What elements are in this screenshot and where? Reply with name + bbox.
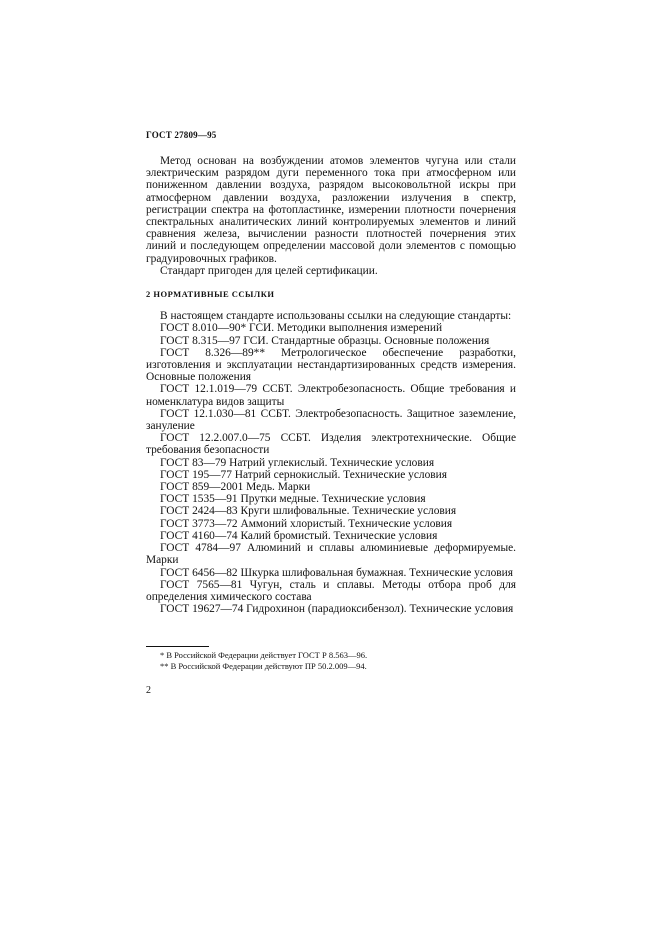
footnote-divider bbox=[146, 646, 209, 647]
reference-list bbox=[146, 322, 516, 615]
reference-item: ГОСТ 1535—91 Прутки медные. Технические условия bbox=[160, 493, 426, 506]
intro-paragraph-2: Стандарт пригоден для целей сертификации. bbox=[160, 264, 378, 277]
section-heading: 2 НОРМАТИВНЫЕ ССЫЛКИ bbox=[146, 289, 275, 300]
page-number: 2 bbox=[146, 685, 151, 696]
reference-item: ГОСТ 12.1.030—81 ССБТ. Электробезопасность. Защитное заземление, зануление bbox=[146, 407, 516, 433]
body-text bbox=[146, 155, 516, 615]
reference-item: ГОСТ 4160—74 Калий бромистый. Технические условия bbox=[160, 529, 438, 542]
reference-item: ГОСТ 3773—72 Аммоний хлористый. Технические условия bbox=[160, 517, 453, 530]
section-lead: В настоящем стандарте использованы ссылки на следующие стандарты: bbox=[160, 310, 512, 323]
reference-item: ГОСТ 8.315—97 ГСИ. Стандартные образцы. Основные положения bbox=[160, 334, 490, 347]
reference-item: ГОСТ 83—79 Натрий углекислый. Технические условия bbox=[160, 456, 435, 469]
reference-item: ГОСТ 7565—81 Чугун, сталь и сплавы. Методы отбора проб для определения химического состава bbox=[146, 578, 516, 603]
reference-item: ГОСТ 4784—97 Алюминий и сплавы алюминиевые деформируемые. Марки bbox=[146, 542, 516, 567]
reference-item: ГОСТ 6456—82 Шкурка шлифовальная бумажная. Технические условия bbox=[160, 566, 513, 579]
reference-item: ГОСТ 19627—74 Гидрохинон (парадиоксибензол). Технические условия bbox=[160, 603, 514, 616]
reference-item: ГОСТ 8.326—89** Метрологическое обеспечение разработки, изготовления и эксплуатации нестандартизированных средств измерения. Основные положения bbox=[146, 346, 516, 384]
reference-item: ГОСТ 2424—83 Круги шлифовальные. Технические условия bbox=[160, 505, 457, 518]
page-header: ГОСТ 27809—95 bbox=[146, 130, 217, 140]
reference-item: ГОСТ 859—2001 Медь. Марки bbox=[160, 481, 311, 494]
footnotes bbox=[146, 650, 516, 672]
reference-item: ГОСТ 195—77 Натрий сернокислый. Технические условия bbox=[160, 468, 447, 481]
footnote-1: * В Российской Федерации действует ГОСТ Р 8.563—96. bbox=[160, 650, 368, 660]
reference-item: ГОСТ 12.2.007.0—75 ССБТ. Изделия электротехнические. Общие требования безопасности bbox=[146, 432, 516, 457]
reference-item: ГОСТ 8.010—90* ГСИ. Методики выполнения измерений bbox=[160, 322, 443, 335]
intro-paragraph-1: Метод основан на возбуждении атомов элементов чугуна или стали электрическим разрядом дуги переменного тока при атмосферном или пониженном давлении воздуха, разрядом высоковольтной искры при атмосферном давлении воздуха, разложении излучения в спектр, регистрации спектра на фотопластинке, измерении плотности почернения спектральных аналитических линий контролируемых элементов и линий сравнения железа, вычислении разности плотностей почернения этих линий и последующем определении массовой доли элементов с помощью градуировочных графиков. bbox=[146, 155, 516, 265]
reference-item: ГОСТ 12.1.019—79 ССБТ. Электробезопасность. Общие требования и номенклатура видов защиты bbox=[146, 383, 516, 408]
footnote-2: ** В Российской Федерации действуют ПР 50.2.009—94. bbox=[160, 661, 367, 671]
